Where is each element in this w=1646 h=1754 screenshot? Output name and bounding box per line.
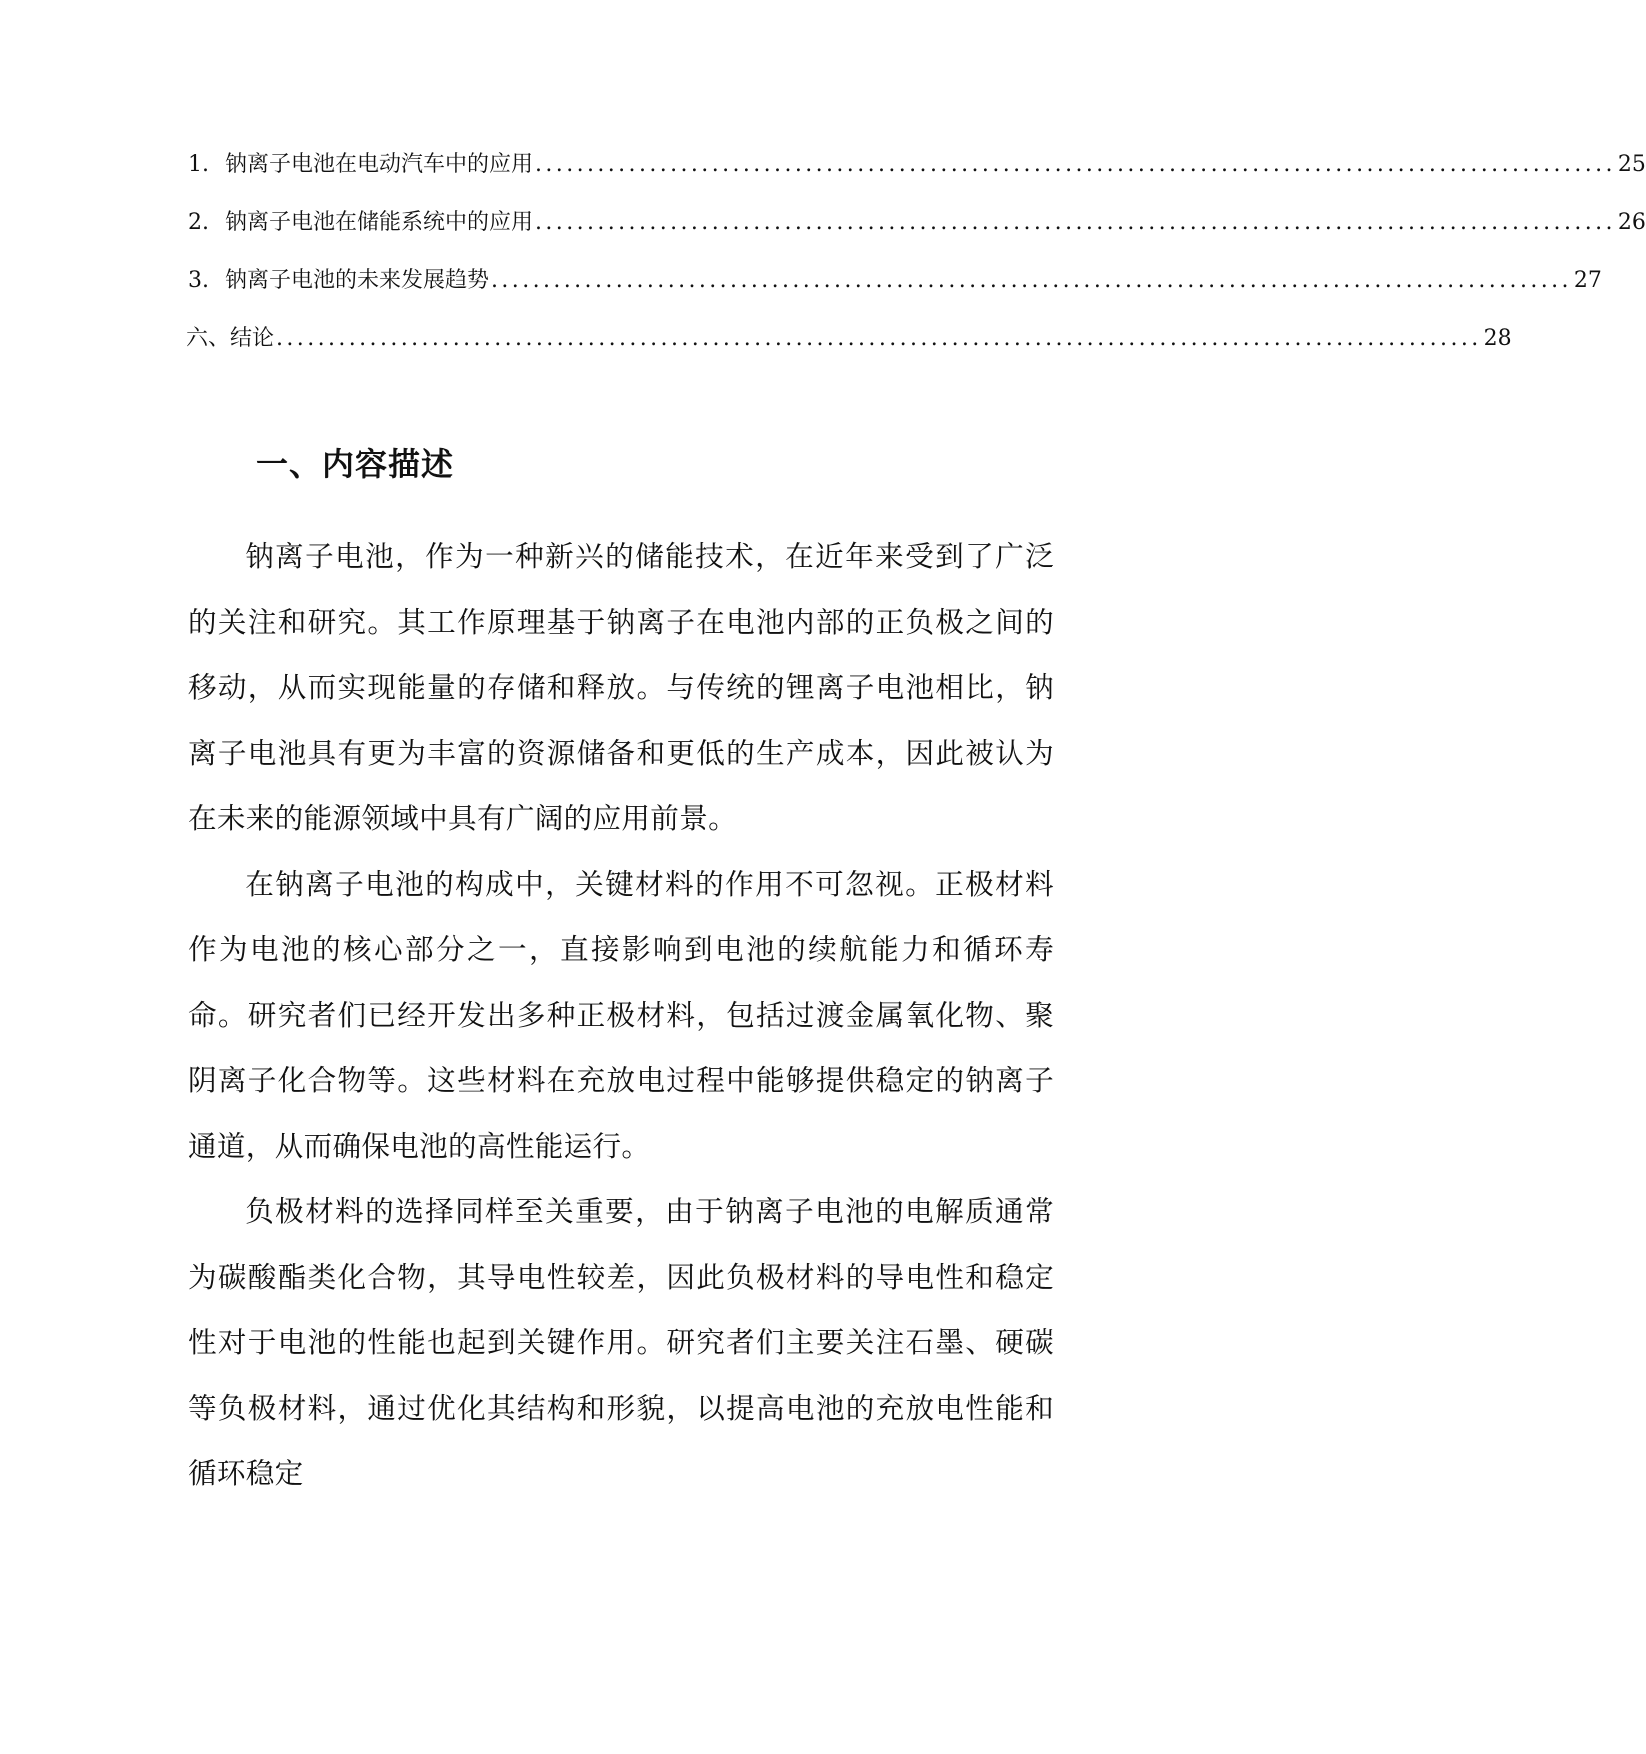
- toc-dot-leader: ........................................................................................................: [491, 268, 1572, 293]
- toc-entry-number: 1.: [188, 152, 209, 177]
- toc-entry-number: 3.: [188, 268, 209, 293]
- body-paragraph: 钠离子电池，作为一种新兴的储能技术，在近年来受到了广泛的关注和研究。其工作原理基于钠离子在电池内部的正负极之间的移动，从而实现能量的存储和释放。与传统的锂离子电池相比，钠离子电池具有更为丰富的资源储备和更低的生产成本，因此被认为在未来的能源领域中具有广阔的应用前景。: [188, 539, 1054, 835]
- toc-entry-title: 钠离子电池在储能系统中的应用: [225, 210, 534, 235]
- body-paragraph: 在钠离子电池的构成中，关键材料的作用不可忽视。正极材料作为电池的核心部分之一，直接影响到电池的续航能力和循环寿命。研究者们已经开发出多种正极材料，包括过渡金属氧化物、聚阴离子化合物等。这些材料在充放电过程中能够提供稳定的钠离子通道，从而确保电池的高性能运行。: [188, 866, 1054, 1163]
- toc-entry-page: 25: [1617, 152, 1646, 177]
- toc-entry[interactable]: [188, 206, 1646, 240]
- toc-entry[interactable]: [188, 148, 1646, 182]
- toc-entry[interactable]: [188, 264, 1602, 298]
- toc-entry-title: 钠离子电池的未来发展趋势: [225, 268, 490, 293]
- body-paragraph: 负极材料的选择同样至关重要，由于钠离子电池的电解质通常为碳酸酯类化合物，其导电性较差，因此负极材料的导电性和稳定性对于电池的性能也起到关键作用。研究者们主要关注石墨、硬碳等负极材料，通过优化其结构和形貌，以提高电池的充放电性能和循环稳定: [188, 1194, 1054, 1490]
- toc-entry-page: 28: [1483, 326, 1512, 351]
- toc-entry-title: 钠离子电池在电动汽车中的应用: [225, 152, 534, 177]
- toc-dot-leader: ........................................................................................................: [535, 152, 1616, 177]
- section-heading: 一、内容描述: [256, 445, 455, 483]
- toc-entry-page: 26: [1617, 210, 1646, 235]
- section-body: [188, 524, 1054, 1507]
- toc-entry-page: 27: [1573, 268, 1602, 293]
- toc-entry-number: 2.: [188, 210, 209, 235]
- toc-dot-leader: ....................................................................................................................: [276, 326, 1482, 351]
- toc-entry-conclusion[interactable]: [186, 322, 1512, 356]
- toc-entry-title: 六、结论: [186, 326, 275, 351]
- toc-dot-leader: ........................................................................................................: [535, 210, 1616, 235]
